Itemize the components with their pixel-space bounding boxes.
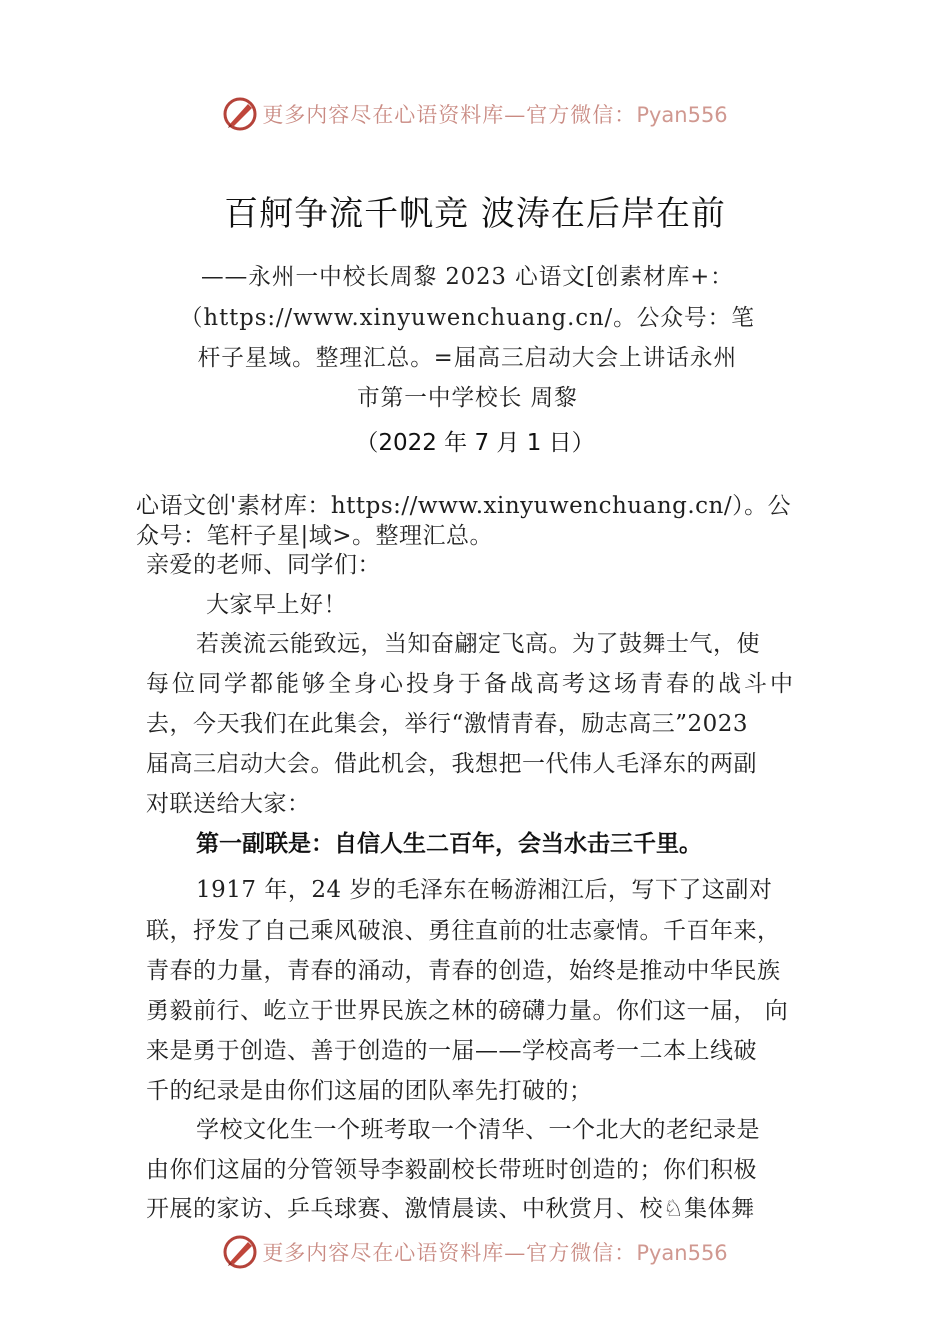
body-line: 学校文化生一个班考取一个清华、一个北大的老纪录是 [196,1117,760,1143]
body-line: 众号：笔杆子星|域>。整理汇总。 [136,523,494,549]
header-banner-text: 更多内容尽在心语资料库—官方微信：Pyan556 [262,103,728,127]
subtitle-line: 杆子星域。整理汇总。=届高三启动大会上讲话永州 [197,345,738,371]
pen-logo-icon [222,1234,258,1270]
body-line: 青春的力量，青春的涌动，青春的创造，始终是推动中华民族 [146,958,781,984]
body-line: 届高三启动大会。借此机会，我想把一代伟人毛泽东的两副 [146,751,757,777]
footer-banner [0,1230,950,1274]
subtitle-line: （https://www.xinyuwenchuang.cn/。公众号：笔 [179,305,755,331]
body-line: 去，今天我们在此集会，举行“激情青春，励志高三”2023 [146,711,749,737]
greeting: 大家早上好！ [206,592,347,618]
body-line: 由你们这届的分管领导李毅副校长带班时创造的；你们积极 [146,1157,757,1183]
speech-date: （2022 年 7 月 1 日） [355,430,595,456]
body-line: 1917 年，24 岁的毛泽东在畅游湘江后，写下了这副对 [196,877,773,903]
header-banner-handle: Pyan556 [636,103,728,127]
document-title: 百舸争流千帆竞 波涛在后岸在前 [224,194,726,234]
body-line: 千的纪录是由你们这届的团队率先打破的； [146,1078,593,1104]
header-banner [0,92,950,136]
salutation: 亲爱的老师、同学们： [146,552,381,578]
body-line: 对联送给大家： [146,791,311,817]
footer-banner-handle: Pyan556 [636,1241,728,1265]
body-line: 来是勇于创造、善于创造的一届——学校高考一二本上线破 [146,1038,757,1064]
body-line: 勇毅前行、屹立于世界民族之林的磅礴力量。你们这一届， 向 [146,998,789,1024]
body-line: 心语文创'素材库：https://www.xinyuwenchuang.cn/）。公 [136,493,792,519]
body-line: 开展的家访、乒乓球赛、激情晨读、中秋赏月、校♘集体舞 [146,1196,755,1222]
body-line: 每位同学都能够全身心投身于备战高考这场青春的战斗中 [146,671,796,697]
subtitle-line: 市第一中学校长 周黎 [357,385,578,411]
body-line: 联，抒发了自己乘风破浪、勇往直前的壮志豪情。千百年来， [146,918,781,944]
pen-logo-icon [222,96,258,132]
body-line: 若羡流云能致远，当知奋翩定飞高。为了鼓舞士气，使 [196,631,760,657]
subtitle-line: ——永州一中校长周黎 2023 心语文[创素材库+： [201,264,734,290]
footer-banner-text: 更多内容尽在心语资料库—官方微信：Pyan556 [262,1241,728,1265]
first-couplet-heading: 第一副联是：自信人生二百年，会当水击三千里。 [196,831,702,857]
